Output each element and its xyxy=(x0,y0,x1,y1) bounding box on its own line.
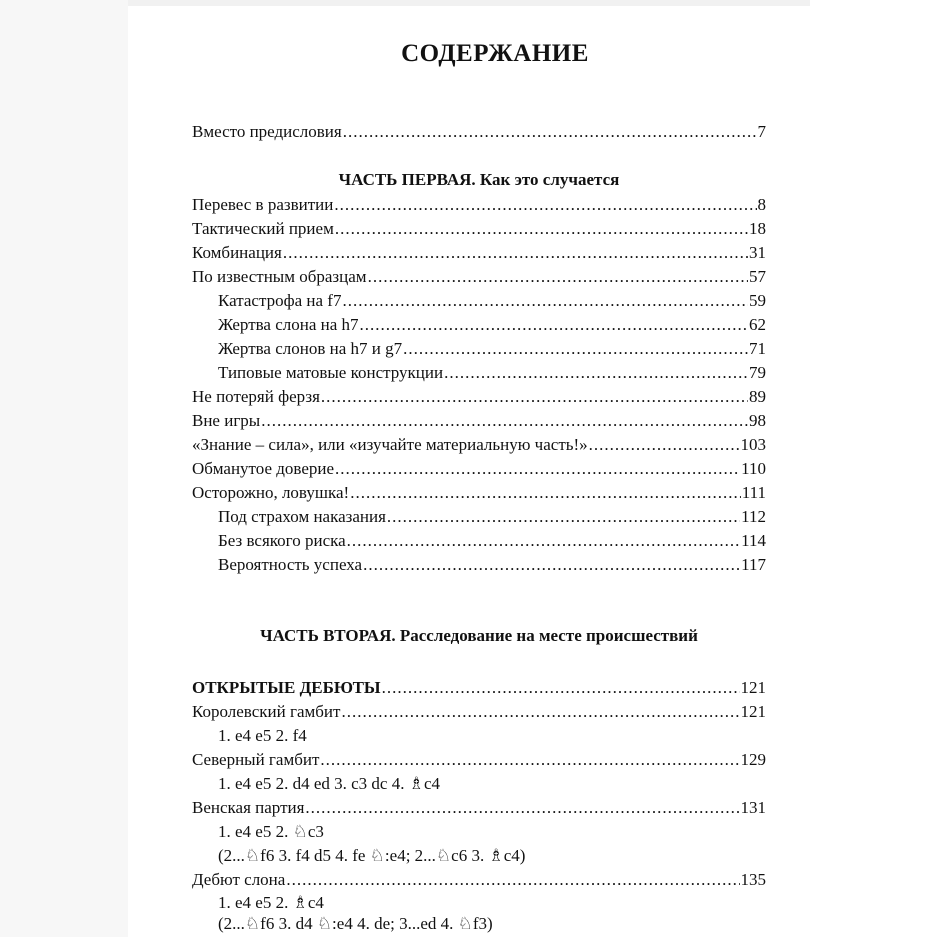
toc-subentry xyxy=(218,289,766,313)
toc-entry-intro xyxy=(192,120,766,144)
toc-leader-dots xyxy=(403,337,748,361)
opening-moves: 1. e4 e5 2. ♗c4 xyxy=(218,893,324,912)
toc-entry-label: Дебют слона xyxy=(192,870,286,889)
toc-entry xyxy=(192,385,766,409)
toc-entry-label: Под страхом наказания xyxy=(218,507,386,526)
toc-subentry xyxy=(218,361,766,385)
toc-page-number: 31 xyxy=(749,243,766,262)
toc-page-number: 8 xyxy=(757,195,766,214)
toc-page-number: 131 xyxy=(740,798,766,817)
toc-page-number: 117 xyxy=(741,555,766,574)
toc-page-number: 18 xyxy=(749,219,766,238)
toc-entry-label: По известным образцам xyxy=(192,267,367,286)
toc-page-number: 71 xyxy=(749,339,766,358)
toc-entry-label: Типовые матовые конструкции xyxy=(218,363,444,382)
toc-leader-dots xyxy=(368,265,748,289)
opening-moves: 1. e4 e5 2. f4 xyxy=(218,726,307,745)
page-title: СОДЕРЖАНИЕ xyxy=(401,40,589,67)
opening-variations: (2...♘f6 3. f4 d5 4. fe ♘:e4; 2...♘c6 3. ♗c4) xyxy=(218,846,526,865)
part-two-heading: ЧАСТЬ ВТОРАЯ. Расследование на месте происшествий xyxy=(260,626,698,645)
opening-moves: 1. e4 e5 2. ♘c3 xyxy=(218,822,324,841)
toc-leader-dots xyxy=(335,217,748,241)
toc-entry-label: Без всякого риска xyxy=(218,531,346,550)
toc-entry-kings-gambit xyxy=(192,700,766,724)
toc-entry-label: Обманутое доверие xyxy=(192,459,335,478)
toc-entry-label: Вне игры xyxy=(192,411,261,430)
page-gutter xyxy=(0,0,128,937)
toc-page-number: 57 xyxy=(749,267,766,286)
toc-leader-dots xyxy=(589,433,740,457)
toc-leader-dots xyxy=(342,289,748,313)
toc-subentry xyxy=(218,313,766,337)
toc-page-number: 62 xyxy=(749,315,766,334)
page-top-edge xyxy=(128,0,810,6)
toc-leader-dots xyxy=(283,241,748,265)
toc-leader-dots xyxy=(321,385,748,409)
toc-entry xyxy=(192,457,766,481)
toc-entry-northern-gambit xyxy=(192,748,766,772)
toc-page-number: 112 xyxy=(741,507,766,526)
toc-entry-label: Вместо предисловия xyxy=(192,122,342,141)
toc-leader-dots xyxy=(343,120,757,144)
toc-entry-label: Жертва слонов на h7 и g7 xyxy=(218,339,403,358)
toc-entry xyxy=(192,217,766,241)
toc-page-number: 114 xyxy=(741,531,766,550)
toc-entry xyxy=(192,193,766,217)
toc-entry-label: Комбинация xyxy=(192,243,282,262)
toc-entry-label: Не потеряй ферзя xyxy=(192,387,320,406)
toc-leader-dots xyxy=(360,313,748,337)
toc-entry-label: Вероятность успеха xyxy=(218,555,363,574)
toc-entry-label: Тактический прием xyxy=(192,219,334,238)
toc-leader-dots xyxy=(363,553,740,577)
toc-leader-dots xyxy=(305,796,739,820)
toc-entry-label: Венская партия xyxy=(192,798,305,817)
toc-subentry xyxy=(218,337,766,361)
toc-page-number: 121 xyxy=(740,702,766,721)
toc-entry-label: Перевес в развитии xyxy=(192,195,334,214)
toc-leader-dots xyxy=(387,505,740,529)
toc-entry-vienna xyxy=(192,796,766,820)
toc-page-number: 129 xyxy=(740,750,766,769)
toc-leader-dots xyxy=(350,481,741,505)
toc-subentry xyxy=(218,529,766,553)
toc-page-number: 111 xyxy=(741,483,766,502)
toc-page-number: 103 xyxy=(740,435,766,454)
toc-entry-label: ОТКРЫТЫЕ ДЕБЮТЫ xyxy=(192,678,381,697)
toc-entry-label: «Знание – сила», или «изучайте материальную часть!» xyxy=(192,435,588,454)
toc-page-number: 79 xyxy=(749,363,766,382)
toc-entry xyxy=(192,241,766,265)
toc-page-number: 98 xyxy=(749,411,766,430)
toc-entry xyxy=(192,433,766,457)
toc-leader-dots xyxy=(382,676,740,700)
toc-subentry xyxy=(218,505,766,529)
toc-page-number: 110 xyxy=(741,459,766,478)
toc-entry xyxy=(192,409,766,433)
toc-leader-dots xyxy=(335,457,740,481)
toc-leader-dots xyxy=(334,193,756,217)
opening-moves: 1. e4 e5 2. d4 ed 3. c3 dc 4. ♗c4 xyxy=(218,774,441,793)
toc-subentry xyxy=(218,553,766,577)
toc-entry-bishops-opening xyxy=(192,868,766,892)
toc-entry-open-openings xyxy=(192,676,766,700)
toc-leader-dots xyxy=(347,529,740,553)
toc-page-number: 89 xyxy=(749,387,766,406)
toc-page-number: 121 xyxy=(740,678,766,697)
toc-leader-dots xyxy=(341,700,739,724)
toc-entry xyxy=(192,481,766,505)
toc-entry-label: Королевский гамбит xyxy=(192,702,341,721)
toc-entry-label: Жертва слона на h7 xyxy=(218,315,359,334)
toc-entry xyxy=(192,265,766,289)
toc-page-number: 7 xyxy=(757,122,766,141)
opening-variations: (2...♘f6 3. d4 ♘:e4 4. de; 3...ed 4. ♘f3) xyxy=(218,914,493,933)
toc-page-number: 135 xyxy=(740,870,766,889)
toc-leader-dots xyxy=(320,748,739,772)
toc-leader-dots xyxy=(261,409,748,433)
toc-leader-dots xyxy=(286,868,739,892)
toc-page-number: 59 xyxy=(749,291,766,310)
toc-entry-label: Осторожно, ловушка! xyxy=(192,483,350,502)
part-one-heading: ЧАСТЬ ПЕРВАЯ. Как это случается xyxy=(338,170,620,189)
toc-leader-dots xyxy=(444,361,748,385)
toc-entry-label: Северный гамбит xyxy=(192,750,320,769)
toc-entry-label: Катастрофа на f7 xyxy=(218,291,342,310)
